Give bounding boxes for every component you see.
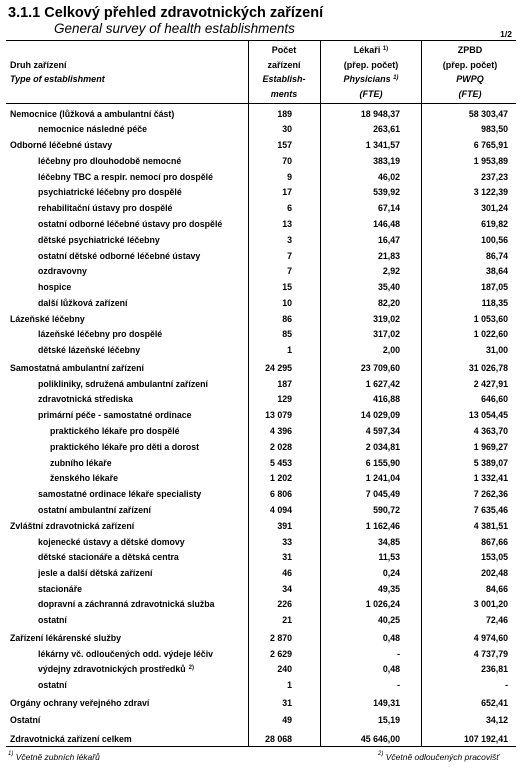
establishments-value: 31 xyxy=(282,698,292,708)
physicians-value: 4 597,34 xyxy=(365,426,400,436)
pwpq-value: 86,74 xyxy=(485,251,508,261)
establishments-value: 7 xyxy=(287,266,292,276)
pwpq-value: 619,82 xyxy=(481,219,508,229)
table-row xyxy=(0,377,526,392)
physicians-value: 0,48 xyxy=(382,633,400,643)
pwpq-value: 1 953,89 xyxy=(473,156,508,166)
row-label: rehabilitační ústavy pro dospělé xyxy=(38,203,173,213)
physicians-value: 0,48 xyxy=(382,664,400,674)
header-c1-en-2: ments xyxy=(270,88,298,99)
pwpq-value: 6 765,91 xyxy=(473,140,508,150)
establishments-value: 2 028 xyxy=(269,442,292,452)
table-row xyxy=(0,249,526,264)
table-row xyxy=(0,535,526,550)
establishments-value: 17 xyxy=(282,187,292,197)
establishments-value: 7 xyxy=(287,251,292,261)
row-label: Orgány ochrany veřejného zdraví xyxy=(10,698,150,708)
header-c3-cz-2: (přep. počet) xyxy=(442,59,498,70)
establishments-value: 5 453 xyxy=(269,458,292,468)
table-row xyxy=(0,327,526,342)
establishments-value: 3 xyxy=(287,235,292,245)
establishments-value: 85 xyxy=(282,329,292,339)
physicians-value: 14 029,09 xyxy=(360,410,400,420)
row-label: léčebny pro dlouhodobě nemocné xyxy=(38,156,182,166)
pwpq-value: 72,46 xyxy=(485,615,508,625)
table-row xyxy=(0,185,526,200)
physicians-value: 34,85 xyxy=(377,537,400,547)
physicians-value: 21,83 xyxy=(377,251,400,261)
pwpq-value: 867,66 xyxy=(481,537,508,547)
table-subtitle: General survey of health establishments xyxy=(54,21,295,36)
table-row xyxy=(0,519,526,534)
row-label: dětské stacionáře a dětská centra xyxy=(38,552,179,562)
row-label: jesle a další dětská zařízení xyxy=(38,568,153,578)
row-label: Zdravotnická zařízení celkem xyxy=(10,734,132,744)
physicians-value: 40,25 xyxy=(377,615,400,625)
footnote-1-text: Včetně zubních lékařů xyxy=(15,752,100,762)
table-row xyxy=(0,233,526,248)
pwpq-value: - xyxy=(505,680,508,690)
top-rule xyxy=(6,40,516,41)
physicians-value: 23 709,60 xyxy=(360,363,400,373)
header-c1-en-1: Establish- xyxy=(262,74,306,84)
pwpq-value: 3 001,20 xyxy=(473,599,508,609)
physicians-value: 11,53 xyxy=(378,552,400,562)
row-label: stacionáře xyxy=(38,584,83,594)
physicians-value: 263,61 xyxy=(373,124,400,134)
row-label: kojenecké ústavy a dětské domovy xyxy=(38,537,185,547)
header-pwpq xyxy=(422,43,518,101)
row-label: výdejny zdravotnických prostředků xyxy=(38,664,186,674)
pwpq-value: 187,05 xyxy=(481,282,508,292)
physicians-value: 146,48 xyxy=(373,219,400,229)
pwpq-value: 1 053,60 xyxy=(473,314,508,324)
establishments-value: 240 xyxy=(277,664,292,674)
physicians-value: 539,92 xyxy=(373,187,400,197)
header-type-en: Type of establishment xyxy=(10,74,105,84)
table-row xyxy=(0,550,526,565)
table-row xyxy=(0,597,526,612)
physicians-value: 67,14 xyxy=(377,203,400,213)
row-label: Zvláštní zdravotnická zařízení xyxy=(10,521,135,531)
physicians-value: - xyxy=(397,680,400,690)
row-label: zubního lékaře xyxy=(50,458,112,468)
table-row xyxy=(0,170,526,185)
physicians-value: 383,19 xyxy=(373,156,400,166)
row-label: samostatné ordinace lékaře specialisty xyxy=(38,489,202,499)
table-row xyxy=(0,138,526,153)
row-label: zdravotnická střediska xyxy=(38,394,133,404)
header-rule xyxy=(6,103,516,104)
establishments-value: 187 xyxy=(277,379,292,389)
pwpq-value: 58 303,47 xyxy=(468,109,508,119)
table-row xyxy=(0,456,526,471)
establishments-value: 15 xyxy=(282,282,292,292)
table-row xyxy=(0,566,526,581)
establishments-value: 34 xyxy=(282,584,292,594)
pwpq-value: 4 381,51 xyxy=(473,521,508,531)
physicians-value: 16,47 xyxy=(377,235,400,245)
header-c3-cz-1: ZPBD xyxy=(457,45,483,55)
establishments-value: 86 xyxy=(282,314,292,324)
physicians-value: 416,88 xyxy=(373,394,400,404)
table-row xyxy=(0,487,526,502)
table-row xyxy=(0,280,526,295)
physicians-value: 18 948,37 xyxy=(360,109,400,119)
row-label: ostatní xyxy=(38,615,67,625)
row-footnote-mark: 2) xyxy=(188,665,194,671)
table-row xyxy=(0,713,526,728)
row-label: nemocnice následné péče xyxy=(38,124,148,134)
pwpq-value: 983,50 xyxy=(481,124,508,134)
establishments-value: 13 xyxy=(282,219,292,229)
header-c3-en-2: (FTE) xyxy=(458,88,482,99)
physicians-value: - xyxy=(397,649,400,659)
header-c2-cz-1: Lékaři xyxy=(353,45,381,55)
pwpq-value: 2 427,91 xyxy=(473,379,508,389)
pwpq-value: 4 974,60 xyxy=(473,633,508,643)
header-physicians xyxy=(321,43,421,101)
establishments-value: 6 806 xyxy=(269,489,292,499)
table-row xyxy=(0,408,526,423)
header-c2-cz-1-wrap xyxy=(321,43,421,58)
physicians-value: 2,00 xyxy=(382,345,400,355)
row-label: Lázeňské léčebny xyxy=(10,314,85,324)
table-row xyxy=(0,631,526,646)
row-label: ostatní odborné léčebné ústavy pro dospělé xyxy=(38,219,223,229)
row-label: Ostatní xyxy=(10,715,41,725)
pwpq-value: 38,64 xyxy=(485,266,508,276)
row-label: ostatní ambulantní zařízení xyxy=(38,505,151,515)
establishments-value: 46 xyxy=(282,568,292,578)
physicians-value: 2 034,81 xyxy=(365,442,400,452)
physicians-value: 45 646,00 xyxy=(360,734,400,744)
header-c3-en-1: PWPQ xyxy=(456,74,484,84)
row-label: Samostatná ambulantní zařízení xyxy=(10,363,144,373)
establishments-value: 4 396 xyxy=(269,426,292,436)
physicians-value: 2,92 xyxy=(382,266,400,276)
row-label: hospice xyxy=(38,282,72,292)
row-label: polikliniky, sdružená ambulantní zařízení xyxy=(38,379,208,389)
table-row xyxy=(0,392,526,407)
row-label: ostatní xyxy=(38,680,67,690)
pwpq-value: 31 026,78 xyxy=(468,363,508,373)
physicians-value: 317,02 xyxy=(373,329,400,339)
establishments-value: 28 068 xyxy=(265,734,292,744)
table-row xyxy=(0,312,526,327)
pwpq-value: 646,60 xyxy=(481,394,508,404)
pwpq-value: 34,12 xyxy=(485,715,508,725)
physicians-value: 1 241,04 xyxy=(365,473,400,483)
header-c2-en-1: Physicians xyxy=(343,74,391,84)
footnote-1-mark: 1) xyxy=(8,751,14,757)
physicians-value: 7 045,49 xyxy=(365,489,400,499)
establishments-value: 9 xyxy=(287,172,292,182)
page-number: 1/2 xyxy=(500,29,512,39)
row-label: léčebny TBC a respir. nemocí pro dospělé xyxy=(38,172,214,182)
physicians-value: 1 026,24 xyxy=(365,599,400,609)
table-row xyxy=(0,122,526,137)
establishments-value: 2 870 xyxy=(269,633,292,643)
row-label-wrap xyxy=(38,662,194,677)
pwpq-value: 4 737,79 xyxy=(473,649,508,659)
table-row xyxy=(0,732,526,747)
row-label: dětské lázeňské léčebny xyxy=(38,345,141,355)
establishments-value: 226 xyxy=(277,599,292,609)
pwpq-value: 237,23 xyxy=(481,172,508,182)
footnote-2 xyxy=(378,752,499,762)
pwpq-value: 4 363,70 xyxy=(473,426,508,436)
physicians-value: 46,02 xyxy=(377,172,400,182)
row-label: Nemocnice (lůžková a ambulantní část) xyxy=(10,109,175,119)
row-label: další lůžková zařízení xyxy=(38,298,128,308)
header-c2-cz-2: (přep. počet) xyxy=(343,59,399,70)
physicians-value: 1 341,57 xyxy=(365,140,400,150)
header-c1-cz-1: Počet xyxy=(271,45,297,55)
table-row xyxy=(0,696,526,711)
establishments-value: 129 xyxy=(277,394,292,404)
pwpq-value: 13 054,45 xyxy=(468,410,508,420)
physicians-value: 49,35 xyxy=(377,584,400,594)
establishments-value: 30 xyxy=(282,124,292,134)
table-row xyxy=(0,613,526,628)
table-row xyxy=(0,471,526,486)
row-label: praktického lékaře pro dospělé xyxy=(50,426,180,436)
establishments-value: 10 xyxy=(282,298,292,308)
footnote-2-mark: 2) xyxy=(378,751,384,757)
table-row xyxy=(0,264,526,279)
pwpq-value: 84,66 xyxy=(485,584,508,594)
pwpq-value: 1 022,60 xyxy=(473,329,508,339)
establishments-value: 1 xyxy=(287,680,292,690)
establishments-value: 6 xyxy=(287,203,292,213)
footnote-2-text: Včetně odloučených pracovišť xyxy=(385,752,500,762)
pwpq-value: 5 389,07 xyxy=(473,458,508,468)
establishments-value: 13 079 xyxy=(265,410,292,420)
establishments-value: 2 629 xyxy=(269,649,292,659)
table-row xyxy=(0,678,526,693)
row-label: lázeňské léčebny pro dospělé xyxy=(38,329,163,339)
table-row xyxy=(0,440,526,455)
row-label: primární péče - samostatné ordinace xyxy=(38,410,192,420)
pwpq-value: 100,56 xyxy=(481,235,508,245)
physicians-value: 82,20 xyxy=(377,298,400,308)
pwpq-value: 107 192,41 xyxy=(463,734,508,744)
row-label: ženského lékaře xyxy=(50,473,118,483)
row-label: psychiatrické léčebny pro dospělé xyxy=(38,187,182,197)
establishments-value: 49 xyxy=(282,715,292,725)
table-row xyxy=(0,361,526,376)
row-label: Odborné léčebné ústavy xyxy=(10,140,113,150)
establishments-value: 4 094 xyxy=(269,505,292,515)
physicians-value: 1 627,42 xyxy=(365,379,400,389)
physicians-value: 590,72 xyxy=(373,505,400,515)
table-row xyxy=(0,343,526,358)
table-row xyxy=(0,503,526,518)
establishments-value: 70 xyxy=(282,156,292,166)
table-row xyxy=(0,154,526,169)
pwpq-value: 1 332,41 xyxy=(473,473,508,483)
table-row xyxy=(0,201,526,216)
establishments-value: 1 202 xyxy=(269,473,292,483)
footnote-1 xyxy=(8,752,100,762)
establishments-value: 21 xyxy=(282,615,292,625)
pwpq-value: 236,81 xyxy=(481,664,508,674)
table-row xyxy=(0,582,526,597)
row-label: dětské psychiatrické léčebny xyxy=(38,235,160,245)
pwpq-value: 153,05 xyxy=(481,552,508,562)
physicians-value: 319,02 xyxy=(373,314,400,324)
pwpq-value: 652,41 xyxy=(481,698,508,708)
header-type-cz: Druh zařízení xyxy=(10,60,67,70)
pwpq-value: 31,00 xyxy=(485,345,508,355)
header-establishments xyxy=(249,43,319,101)
pwpq-value: 118,35 xyxy=(481,298,508,308)
pwpq-value: 3 122,39 xyxy=(473,187,508,197)
row-label: lékárny vč. odloučených odd. výdeje léčiv xyxy=(38,649,214,659)
row-label: Zařízení lékárenské služby xyxy=(10,633,121,643)
table-row xyxy=(0,296,526,311)
pwpq-value: 7 262,36 xyxy=(473,489,508,499)
establishments-value: 157 xyxy=(277,140,292,150)
row-label: ostatní dětské odborné léčebné ústavy xyxy=(38,251,201,261)
establishments-value: 33 xyxy=(282,537,292,547)
header-c2-en-2: (FTE) xyxy=(359,88,383,99)
establishments-value: 31 xyxy=(282,552,292,562)
row-label: ozdravovny xyxy=(38,266,87,276)
header-c2-sup: 1) xyxy=(382,46,389,52)
pwpq-value: 301,24 xyxy=(481,203,508,213)
physicians-value: 0,24 xyxy=(382,568,400,578)
row-label: praktického lékaře pro děti a dorost xyxy=(50,442,200,452)
pwpq-value: 1 969,27 xyxy=(473,442,508,452)
physicians-value: 6 155,90 xyxy=(365,458,400,468)
pwpq-value: 202,48 xyxy=(481,568,508,578)
pwpq-value: 7 635,46 xyxy=(473,505,508,515)
physicians-value: 149,31 xyxy=(373,698,400,708)
table-row xyxy=(0,662,526,677)
table-row xyxy=(0,647,526,662)
table-row xyxy=(0,424,526,439)
header-c2-en-sup: 1) xyxy=(393,75,399,81)
header-c1-cz-2: zařízení xyxy=(267,59,301,70)
table-title: 3.1.1 Celkový přehled zdravotnických zařízení xyxy=(8,5,324,21)
establishments-value: 1 xyxy=(287,345,292,355)
establishments-value: 189 xyxy=(277,109,292,119)
establishments-value: 391 xyxy=(277,521,292,531)
physicians-value: 35,40 xyxy=(377,282,400,292)
header-c2-en-1-wrap xyxy=(321,72,421,87)
establishments-value: 24 295 xyxy=(265,363,292,373)
table-row xyxy=(0,107,526,122)
physicians-value: 15,19 xyxy=(377,715,400,725)
table-row xyxy=(0,217,526,232)
row-label: dopravní a záchranná zdravotnická služba xyxy=(38,599,215,609)
physicians-value: 1 162,46 xyxy=(365,521,400,531)
